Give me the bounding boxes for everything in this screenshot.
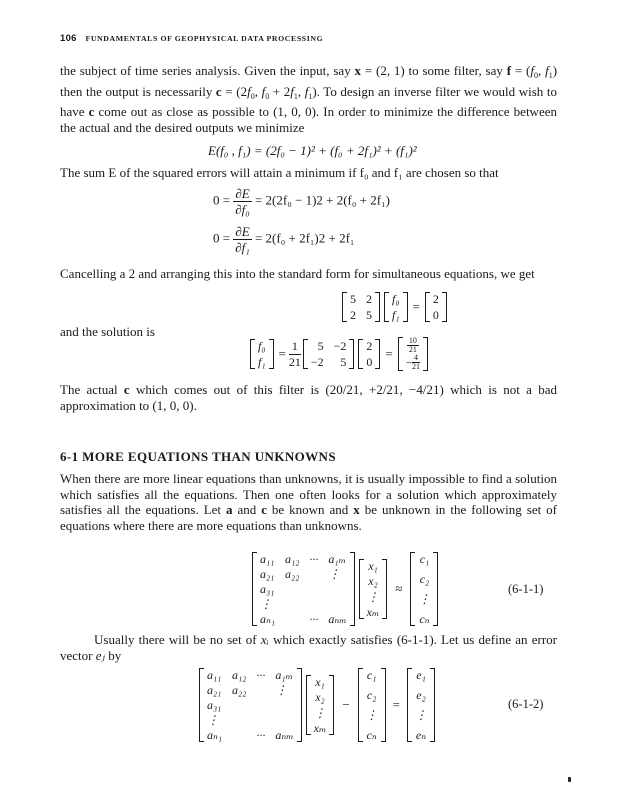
var-f: f: [247, 83, 251, 99]
vector-x: x: [354, 63, 362, 78]
matrix-cell: a₁ₘ: [328, 552, 346, 566]
vector-cell: 2: [432, 292, 439, 306]
vector-x: [359, 559, 388, 619]
matrix-cell: a₂₂: [232, 683, 247, 697]
var-f: f: [530, 63, 534, 78]
fraction-numerator: 10: [408, 336, 417, 345]
equation-partial-f0: [213, 186, 390, 217]
matrix-a: [252, 552, 355, 626]
fraction-result: [407, 337, 419, 354]
fraction-partial: [233, 224, 251, 255]
vector-cell: f₀: [392, 292, 400, 306]
vector-cell: ⋮: [418, 592, 431, 606]
vector-unknowns: [250, 339, 274, 369]
eq-lhs: 0 =: [213, 192, 231, 208]
text-run: be unknown in the following set of equations where there are more equations than unknowns.: [60, 502, 557, 533]
vector-cell: x₂: [315, 690, 325, 705]
subscript: 0: [265, 91, 270, 101]
text-run: ,: [297, 83, 305, 99]
paragraph-actual-output: [60, 382, 557, 413]
vector-c: c: [123, 382, 130, 397]
vector-a: a: [225, 502, 233, 517]
equation-error-sum: E(f₀ , f₁) = (2f₀ − 1)² + (f₀ + 2f₁)² + (f₁)²: [208, 143, 417, 158]
fraction-numerator: ∂E: [235, 224, 250, 239]
matrix-cell: a₃₁: [260, 582, 275, 596]
var-f: f: [304, 83, 309, 99]
var-xi: xᵢ: [260, 632, 269, 647]
equals-sign: =: [392, 697, 400, 712]
text-run: by: [104, 647, 122, 663]
equation-partial-f1: [213, 224, 354, 255]
text-run: be known and: [266, 502, 354, 517]
vector-cell: eₙ: [415, 728, 427, 742]
fraction-coefficient: [289, 339, 301, 370]
vector-cell: c₁: [366, 668, 377, 682]
vector-rhs: [358, 339, 380, 369]
matrix-cell: 2: [366, 292, 372, 306]
fraction-numerator: 4: [413, 353, 418, 362]
eq-rhs: = 2(f₀ + 2f₁)2 + 2f₁: [254, 230, 355, 246]
vector-cell: ⋮: [415, 708, 427, 722]
equation-number: (6-1-2): [508, 697, 544, 711]
matrix-cell: aₙₘ: [328, 612, 347, 626]
vector-cell: xₘ: [366, 604, 380, 619]
running-title: FUNDAMENTALS OF GEOPHYSICAL DATA PROCESSING: [85, 34, 324, 43]
matrix-cell: 5: [340, 355, 347, 369]
matrix-cell: ⋮: [260, 597, 272, 611]
equals-sign: =: [385, 346, 393, 361]
subscript: 1: [548, 71, 553, 80]
equals-sign: =: [412, 299, 420, 314]
matrix-cell: −2: [310, 355, 324, 369]
term-3: , −4/21: [399, 382, 440, 397]
text-run: come out as close as possible to (1, 0, 0). In order to minimize the difference between the actual and the desired outputs we minimize: [60, 104, 557, 135]
text-run: the subject of time series analysis. Given the input, say: [60, 63, 355, 78]
fraction-denominator: ∂f₁: [235, 240, 250, 255]
equation-6-1-2: [197, 668, 437, 742]
subscript: 0: [533, 71, 538, 80]
minus-sign: −: [405, 356, 412, 369]
paragraph-error-vector: [60, 632, 557, 663]
equals-sign: =: [278, 346, 286, 361]
eq-rhs: = 2(2f₀ − 1)2 + 2(f₀ + 2f₁): [254, 192, 390, 208]
matrix-cell: 5: [317, 339, 324, 353]
vector-cell: f₁: [258, 355, 266, 369]
running-header: [60, 33, 323, 44]
var-f: f: [290, 83, 294, 99]
fraction-partial: [233, 186, 251, 217]
text-run: The actual: [60, 382, 124, 397]
matrix-cell: a₁ₘ: [275, 668, 293, 682]
matrix-cell: a₁₁: [207, 668, 222, 682]
vector-cell: 0: [432, 308, 439, 322]
matrix-cell: ⋮: [275, 683, 288, 697]
vector-cell: x₁: [368, 559, 378, 573]
vector-c: [410, 552, 438, 626]
matrix-cell: 2: [350, 308, 356, 322]
matrix-cell: ···: [309, 612, 319, 626]
fraction-numerator: ∂E: [235, 186, 250, 201]
vector-cell: cₙ: [366, 728, 377, 742]
matrix-cell: a₁₂: [232, 668, 247, 682]
fraction-denominator: 21: [411, 362, 420, 371]
matrix-a: [199, 668, 302, 742]
paragraph-solution: and the solution is: [60, 324, 155, 339]
vector-cell: c₂: [419, 572, 430, 586]
vector-cell: 2: [366, 339, 373, 353]
vector-cell: c₁: [419, 552, 430, 566]
var-ej: eⱼ: [95, 647, 105, 663]
matrix-cell: ⋮: [207, 713, 219, 727]
paragraph-intro: [60, 63, 557, 135]
matrix-coefficients: [342, 292, 380, 322]
vector-result: [398, 337, 428, 371]
ink-speck: [568, 777, 571, 782]
text-run: When there are more linear equations than unknowns, it is usually impossible to find a solution which satisfies all the equations. Then one often looks for a solution which approximately satisfies all the equations. Let: [60, 471, 557, 517]
vector-c: [358, 668, 386, 742]
matrix-cell: ···: [309, 552, 319, 566]
fraction-denominator: 21: [288, 354, 301, 369]
term-1: 20/21: [329, 382, 360, 397]
matrix-cell: 5: [350, 292, 356, 306]
matrix-cell: a₁₂: [285, 552, 300, 566]
vector-c: c: [261, 502, 267, 517]
section-heading: 6-1 MORE EQUATIONS THAN UNKNOWNS: [60, 449, 336, 464]
matrix-cell: ⋮: [328, 567, 341, 581]
vector-x: [306, 675, 335, 735]
matrix-cell: aₙ₁: [207, 728, 223, 742]
subscript: 1: [308, 91, 313, 101]
text-run: = (2, 1) to some filter, say: [361, 63, 503, 78]
vector-c: c: [88, 104, 95, 119]
paragraph-minimum: The sum E of the squared errors will attain a minimum if f₀ and f₁ are chosen so that: [60, 165, 499, 180]
vector-cell: ⋮: [366, 589, 379, 604]
subscript: 0: [250, 91, 255, 101]
result-cell: [406, 354, 420, 371]
matrix-cell: a₂₁: [207, 683, 222, 697]
text-run: and: [232, 502, 262, 517]
var-f: f: [545, 63, 549, 78]
matrix-cell: aₙₘ: [275, 728, 294, 742]
vector-rhs: [425, 292, 447, 322]
equation-6-1-1: [250, 552, 440, 626]
page-number: 106: [60, 33, 77, 44]
fraction-result: [412, 354, 420, 371]
vector-cell: f₁: [392, 308, 400, 322]
vector-f: f: [506, 63, 512, 78]
vector-cell: f₀: [258, 339, 266, 353]
subscript: 1: [293, 91, 298, 101]
text-run: ,: [254, 83, 262, 99]
eq-lhs: 0 =: [213, 230, 231, 246]
paragraph-overdetermined: [60, 471, 557, 533]
matrix-cell: ···: [256, 668, 266, 682]
vector-cell: 0: [366, 355, 373, 369]
text-run: ) which is not a bad approximation to (1, 0, 0).: [60, 382, 558, 413]
vector-cell: c₂: [366, 688, 377, 702]
fraction-numerator: 1: [289, 339, 301, 355]
vector-c: c: [215, 83, 222, 99]
equation-number: (6-1-1): [508, 582, 544, 596]
vector-cell: x₁: [315, 675, 325, 689]
matrix-cell: a₃₁: [207, 698, 222, 712]
vector-cell: xₘ: [313, 720, 327, 735]
fraction-denominator: 21: [408, 345, 417, 354]
term-2: , +2/21: [359, 382, 400, 397]
text-run: ,: [537, 63, 546, 78]
paragraph-simultaneous: Cancelling a 2 and arranging this into the standard form for simultaneous equations, we get: [60, 266, 535, 281]
vector-cell: ⋮: [313, 705, 326, 720]
matrix-cell: ···: [256, 728, 266, 742]
vector-unknowns: [384, 292, 408, 322]
text-run: which exactly satisfies (6-1-1). Let us define an error vector: [60, 632, 557, 663]
vector-e: [407, 668, 435, 742]
matrix-cell: a₂₁: [260, 567, 275, 581]
fraction-denominator: ∂f₀: [235, 202, 250, 217]
matrix-cell: a₁₁: [260, 552, 275, 566]
vector-cell: ⋮: [365, 708, 378, 722]
matrix-inverse: [303, 339, 355, 369]
matrix-cell: 5: [366, 308, 372, 322]
vector-cell: e₂: [416, 688, 426, 702]
approx-sign: ≈: [395, 581, 403, 596]
vector-cell: e₁: [416, 668, 426, 682]
text-run: ) then the output is necessarily: [60, 63, 558, 99]
var-f: f: [261, 83, 266, 99]
vector-x: x: [353, 502, 360, 517]
text-run: ). To design an inverse filter we would wish to have: [60, 83, 557, 119]
text-run: which comes out of this filter is (: [129, 382, 330, 397]
vector-cell: cₙ: [419, 612, 430, 626]
equation-solution: [248, 337, 430, 371]
matrix-cell: −2: [333, 339, 347, 353]
vector-cell: x₂: [368, 574, 378, 589]
minus-sign: −: [342, 697, 350, 712]
equation-normal-system: [340, 292, 449, 322]
text-run: + 2: [269, 83, 291, 99]
matrix-cell: aₙ₁: [260, 612, 276, 626]
matrix-cell: a₂₂: [285, 567, 300, 581]
text-run: Usually there will be no set of: [94, 632, 261, 647]
text-run: = (2: [221, 83, 248, 99]
text-run: = (: [511, 63, 531, 78]
